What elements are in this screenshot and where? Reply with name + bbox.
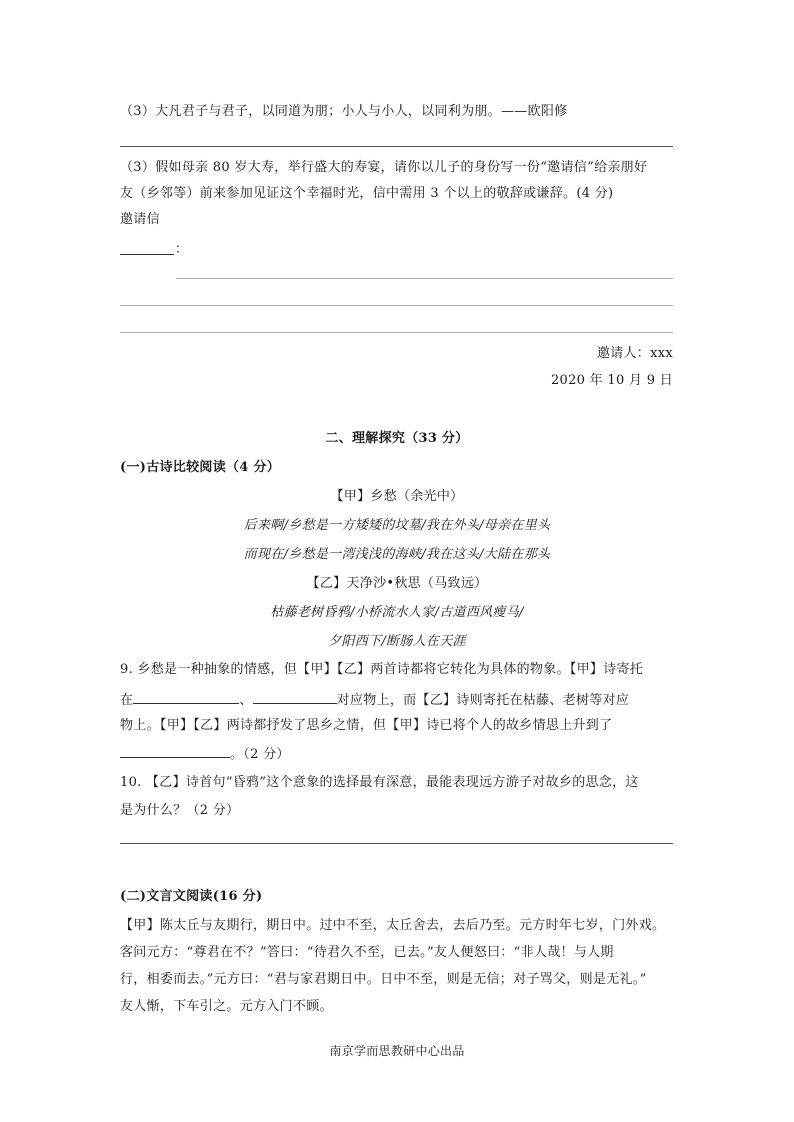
salutation-blank — [120, 242, 174, 255]
poem-b-title: 【乙】天净沙•秋思（马致远） — [306, 576, 488, 591]
classical-text-line: 友人惭，下车引之。元方入门不顾。 — [120, 999, 333, 1014]
part1-heading: (一)古诗比较阅读（4 分） — [120, 460, 281, 475]
writing-line-2 — [120, 305, 673, 306]
question-9-line1: 9. 乡愁是一种抽象的情感，但【甲】【乙】两首诗都将它转化为具体的物象。【甲】诗寄托 — [120, 662, 644, 677]
q9-suffix: 对应物上，而【乙】诗则寄托在枯藤、老树等对应 — [336, 693, 630, 708]
classical-text-line: 客问元方：“尊君在不？”答曰：“待君久不至，已去。”友人便怒曰：“非人哉！与人期 — [120, 945, 614, 960]
invitation-prompt-line1: （3）假如母亲 80 岁大寿，举行盛大的寿宴，请你以儿子的身份写一份“邀请信”给亲朋好 — [120, 160, 648, 175]
q9-separator: 、 — [239, 693, 253, 708]
section-heading: 二、理解探究（33 分） — [325, 431, 469, 446]
q9-end: 。（2 分） — [230, 747, 290, 762]
inviter-signature: 邀请人：xxx — [596, 346, 673, 361]
q9-blank-3 — [120, 745, 230, 758]
classical-text-line: 【甲】陈太丘与友期行，期日中。过中不至，太丘舍去，去后乃至。元方时年七岁，门外戏。 — [120, 918, 666, 933]
question-9-line4 — [120, 745, 290, 763]
answer-line — [120, 146, 673, 147]
question-9-line3: 物上。【甲】【乙】两诗都抒发了思乡之情，但【甲】诗已将个人的故乡情思上升到了 — [120, 718, 613, 733]
writing-line-1 — [176, 278, 673, 279]
question-9-line2 — [120, 691, 629, 709]
invitation-date: 2020 年 10 月 9 日 — [550, 373, 673, 388]
classical-text-line: 行，相委而去。”元方曰：“君与家君期日中。日中不至，则是无信；对子骂父，则是无礼。” — [120, 972, 647, 987]
poem-b-line: 枯藤老树昏鸦/小桥流水人家/古道西风瘦马/ — [270, 605, 524, 620]
quote-line: （3）大凡君子与君子，以同道为朋；小人与小人，以同利为朋。——欧阳修 — [120, 104, 568, 119]
footer: 南京学而思教研中心出品 — [329, 1044, 465, 1058]
q9-blank-2 — [253, 691, 337, 704]
salutation-colon: ： — [175, 242, 189, 257]
q9-prefix: 在 — [120, 693, 134, 708]
writing-line-3 — [120, 332, 673, 333]
poem-a-line: 后来啊/乡愁是一方矮矮的坟墓/我在外头/母亲在里头 — [243, 518, 551, 533]
q10-answer-line — [120, 843, 673, 844]
question-10-line1: 10. 【乙】诗首句“昏鸦”这个意象的选择最有深意，最能表现远方游子对故乡的思念，这 — [120, 775, 639, 790]
part2-heading: (二)文言文阅读(16 分) — [120, 889, 263, 904]
invitation-prompt-line2: 友（乡邻等）前来参加见证这个幸福时光，信中需用 3 个以上的敬辞或谦辞。(4 分) — [120, 186, 614, 201]
letter-title: 邀请信 — [120, 212, 160, 227]
poem-a-title: 【甲】乡愁（余光中） — [330, 489, 464, 504]
question-10-line2: 是为什么？（2 分） — [120, 803, 240, 818]
q9-blank-1 — [133, 691, 239, 704]
poem-b-line: 夕阳西下/断肠人在天涯 — [328, 634, 466, 649]
poem-a-line: 而现在/乡愁是一湾浅浅的海峡/我在这头/大陆在那头 — [243, 547, 551, 562]
